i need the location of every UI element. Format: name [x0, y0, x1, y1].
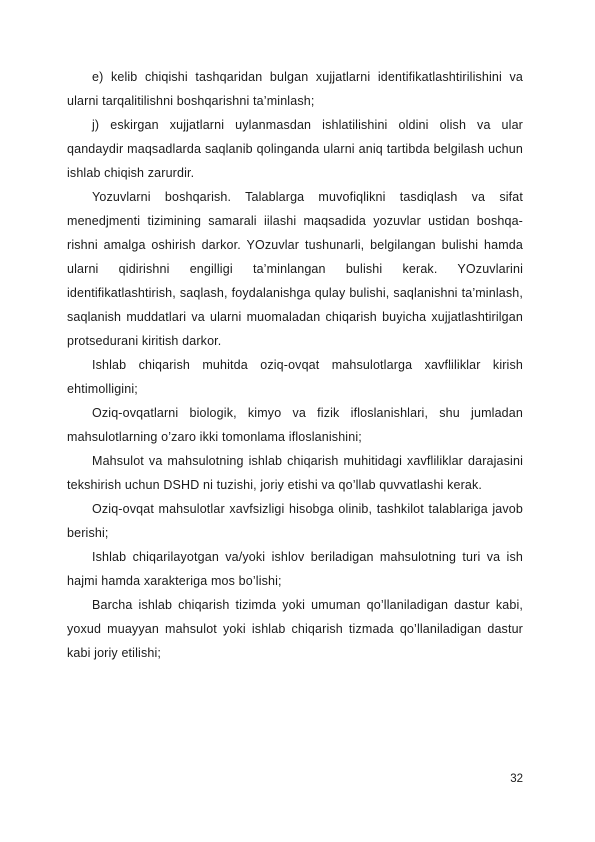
paragraph: Ishlab chiqarish muhitda oziq-ovqat mahsulotlarga xavfliliklar kirish ehtimolligini; — [67, 358, 523, 396]
body-text — [67, 65, 523, 665]
paragraph: Ishlab chiqarilayotgan va/yoki ishlov beriladigan mahsulotning turi va ish hajmi hamda xarakteriga mos bo’lishi; — [67, 550, 523, 588]
paragraph: j) eskirgan xujjatlarni uylanmasdan ishlatilishini oldini olish va ular qandaydir maqsadlarda saqlanib qolinganda ularni aniq tartibda belgilash uchun ishlab chiqish zarurdir. — [67, 118, 523, 180]
paragraph: Barcha ishlab chiqarish tizimda yoki umuman qo’llaniladigan dastur kabi, yoxud muayyan mahsulot yoki ishlab chiqarish tizmada qo’llaniladigan dastur kabi joriy etilishi; — [67, 598, 523, 660]
paragraph: Oziq-ovqat mahsulotlar xavfsizligi hisobga olinib, tashkilot talablariga javob berishi; — [67, 502, 523, 540]
paragraph: e) kelib chiqishi tashqaridan bulgan xujjatlarni identifikatlashtirilishini va ularni tarqalitilishni boshqarishni ta’minlash; — [67, 70, 523, 108]
page-number: 32 — [510, 773, 523, 785]
paragraph: Mahsulot va mahsulotning ishlab chiqarish muhitidagi xavfliliklar darajasini tekshirish uchun DSHD ni tuzishi, joriy etishi va qo’llab quvvatlashi kerak. — [67, 454, 523, 492]
paragraph: Yozuvlarni boshqarish. Talablarga muvofiqlikni tasdiqlash va sifat menedjmenti tizimining samarali iilashi maqsadida yozuvlar ustidan boshqa-rishni amalga oshirish darkor. YOzuvlar tushunarli, belgilangan bulishi hamda ularni qidirishni engilligi ta’minlangan bulishi kerak. YOzuvlarini identifikatlashtirish, saqlash, foydalanishga qulay bulishi, saqlanishni ta’minlash, saqlanish muddatlari va ularni muomaladan chiqarish buyicha xujjatlashtirilgan protsedurani kiritish darkor. — [67, 190, 523, 348]
paragraph: Oziq-ovqatlarni biologik, kimyo va fizik ifloslanishlari, shu jumladan mahsulotlarning o’zaro ikki tomonlama ifloslanishini; — [67, 406, 523, 444]
